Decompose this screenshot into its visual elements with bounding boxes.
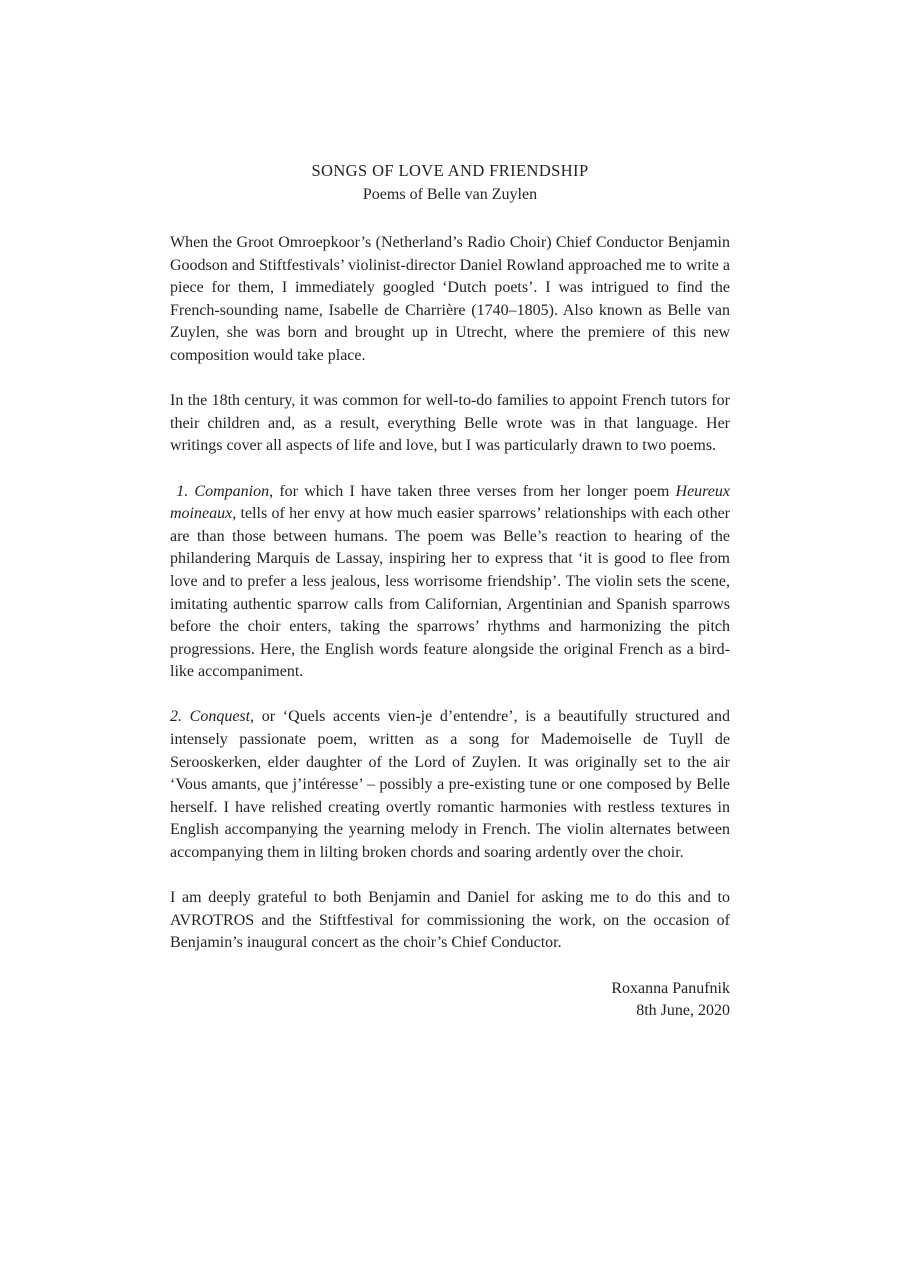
signature-name: Roxanna Panufnik	[611, 979, 730, 997]
body-text: , tells of her envy at how much easier sparrows’ relationships with each other are than those between humans. The poem was Belle’s reaction to hearing of the philandering Marquis de Lassay, inspiring her to express that ‘it is good to flee from love and to prefer a less jealous, less worrisome friendship’. The violin sets the scene, imitating authentic sparrow calls from Californian, Argentinian and Spanish sparrows before the choir enters, taking the sparrows’ rhythms and harmonizing the pitch progressions. Here, the English words feature alongside the original French as a bird-like accompaniment.	[170, 505, 730, 681]
italic-text: Heureux moineaux	[170, 482, 731, 523]
body-text: When the Groot Omroepkoor’s (Netherland’s Radio Choir) Chief Conductor Benjamin Goodson and Stiftfestivals’ violinist-director Daniel Rowland approached me to write a piece for them, I immediately googled ‘Dutch poets’. I was intrigued to find the French-sounding name, Isabelle de Charrière (1740–1805). Also known as Belle van Zuylen, she was born and brought up in Utrecht, where the premiere of this new composition would take place.	[170, 234, 730, 364]
document-subtitle: Poems of Belle van Zuylen	[362, 186, 538, 203]
body-text: , for which I have taken three verses from her longer poem	[269, 482, 676, 500]
document-body	[170, 232, 730, 955]
body-text: , or ‘Quels accents vien-je d’entendre’, is a beautifully structured and intensely passionate poem, written as a song for Mademoiselle de Tuyll de Serooskerken, elder daughter of the Lord of Zuylen. It was originally set to the air ‘Vous amants, que j’intéresse’ – possibly a pre-existing tune or one composed by Belle herself. I have relished creating overtly romantic harmonies with restless textures in English accompanying the yearning melody in French. The violin alternates between accompanying them in lilting broken chords and soaring ardently over the choir.	[170, 708, 730, 862]
body-text: I am deeply grateful to both Benjamin and Daniel for asking me to do this and to AVROTROS and the Stiftfestival for commissioning the work, on the occasion of Benjamin’s inaugural concert as the choir’s Chief Conductor.	[170, 889, 730, 952]
paragraph	[170, 390, 730, 458]
italic-text: 1. Companion	[170, 482, 270, 500]
document-header	[170, 160, 730, 206]
italic-text: 2. Conquest	[170, 708, 251, 726]
paragraph	[170, 232, 730, 368]
document-title: SONGS OF LOVE AND FRIENDSHIP	[311, 161, 589, 180]
paragraph	[170, 706, 730, 864]
paragraph	[170, 481, 730, 684]
signature-date: 8th June, 2020	[636, 1002, 730, 1020]
page-content	[170, 160, 730, 1023]
signature-block	[170, 978, 730, 1023]
paragraph	[170, 887, 730, 955]
body-text: In the 18th century, it was common for well-to-do families to appoint French tutors for their children and, as a result, everything Belle wrote was in that language. Her writings cover all aspects of life and love, but I was particularly drawn to two poems.	[170, 392, 730, 455]
